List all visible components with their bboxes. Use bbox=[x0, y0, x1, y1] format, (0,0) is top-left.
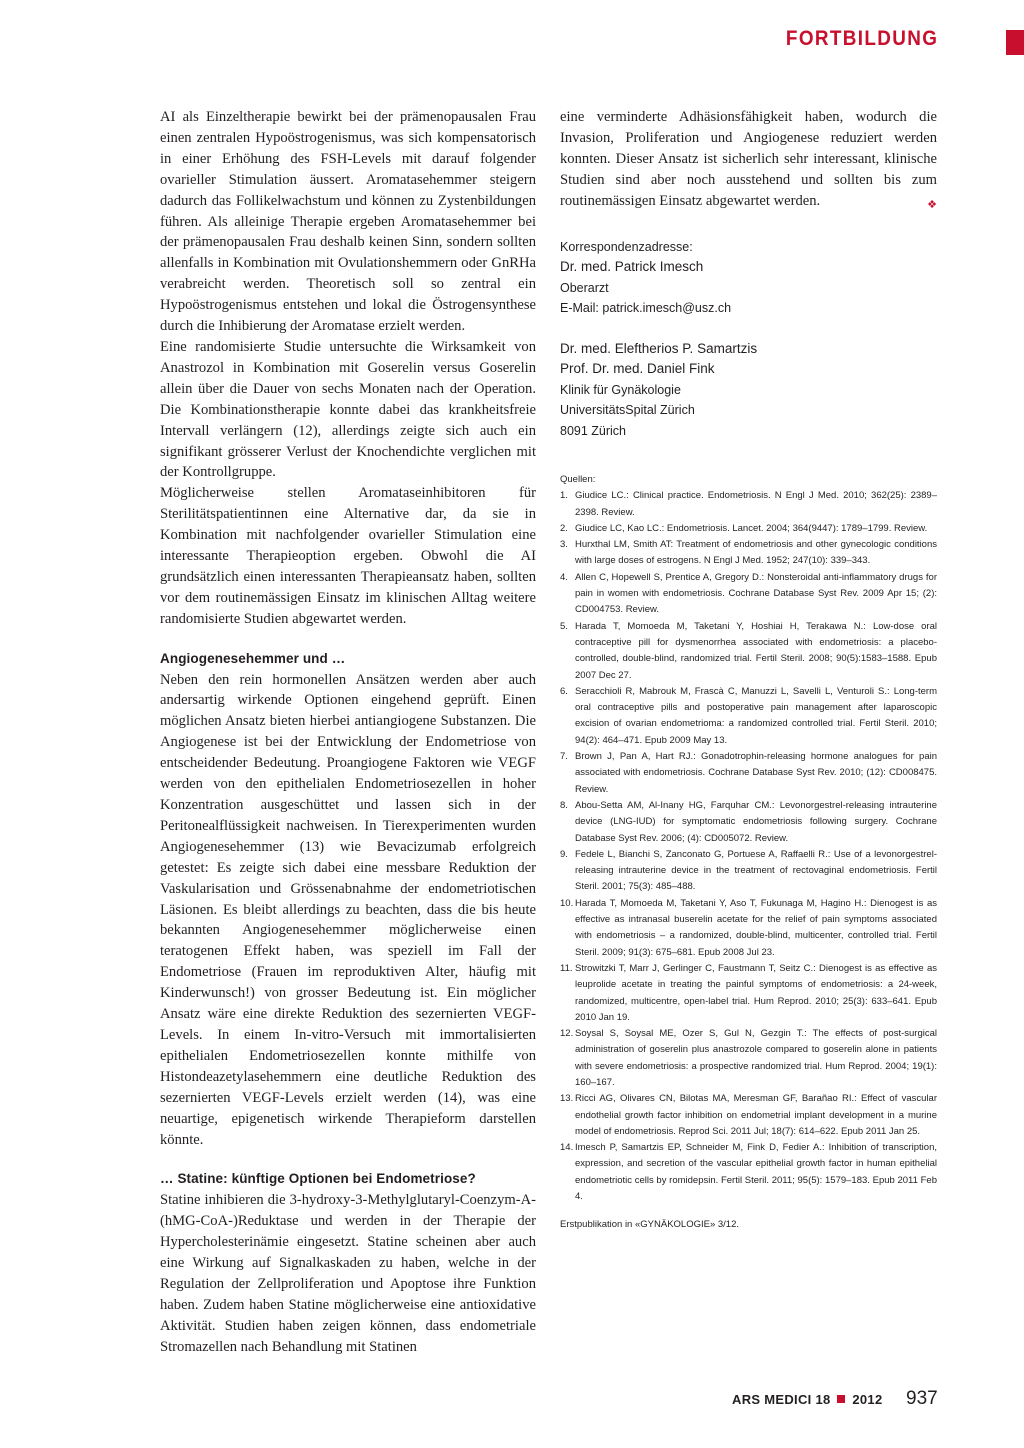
reference-item bbox=[560, 619, 937, 684]
reference-item bbox=[560, 961, 937, 1026]
reference-item bbox=[560, 847, 937, 896]
reference-number: 11. bbox=[560, 962, 573, 974]
reference-text: Seracchioli R, Mabrouk M, Frascà C, Manuzzi L, Savelli L, Venturoli S.: Long-term oral contraceptive pills and postoperative pain management after laparoscopic excision of ovarian endometrioma: a randomized controlled trial. Fertil Steril. 2010; 94(2): 464–471. Epub 2009 May 13. bbox=[575, 685, 937, 746]
reference-item bbox=[560, 537, 937, 570]
section-heading-statins: … Statine: künftige Optionen bei Endometriose? bbox=[160, 1171, 476, 1187]
body-paragraph: AI als Einzeltherapie bewirkt bei der prämenopausalen Frau einen zentralen Hypoöstrogenismus, was sich kompensatorisch in einer Erhöhung des FSH-Levels mit darauf folgender ovarieller Stimulation äussert. Aromatasehemmer steigern dadurch das Follikelwachstum und können zu Zystenbildungen führen. Als alleinige Therapie ergeben Aromatasehemmer bei der prämenopausalen Frau deshalb keinen Sinn, sondern sollten allenfalls in Kombination mit Ovulationshemmern oder GnRHa verabreicht werden. Theoretisch soll so zentral ein Hypoöstrogenismus entstehen und lokal die Östrogensynthese durch die Inhibierung der Aromatase erzielt werden. bbox=[160, 109, 536, 335]
reference-text: Soysal S, Soysal ME, Ozer S, Gul N, Gezgin T.: The effects of post-surgical administration of goserelin plus anastrozole compared to goserelin alone in patients with severe endometriosis: a prospective randomized trial. Hum Reprod. 2004; 19(1): 160–167. bbox=[575, 1028, 937, 1088]
reference-number: 8. bbox=[560, 799, 568, 811]
contact-email[interactable]: E-Mail: patrick.imesch@usz.ch bbox=[560, 301, 732, 316]
reference-number: 1. bbox=[560, 490, 568, 502]
contact-role: Oberarzt bbox=[560, 280, 609, 295]
contact-label: Korrespondenzadresse: bbox=[560, 239, 693, 254]
publication-note: Erstpublikation in «GYNÄKOLOGIE» 3/12. bbox=[560, 1219, 740, 1231]
reference-number: 12. bbox=[560, 1028, 574, 1040]
footer-journal bbox=[732, 1392, 883, 1407]
reference-text: Ricci AG, Olivares CN, Bilotas MA, Meresman GF, Barañao RI.: Effect of vascular endothelial growth factor inhibition on endometrial implant development in a murine model of endometriosis. Reprod Sci. 2011 Jul; 18(7): 614–622. Epub 2011 Jan 25. bbox=[575, 1093, 937, 1137]
section-heading-angiogenesis: Angiogenesehemmer und … bbox=[160, 650, 346, 666]
section-header-title: FORTBILDUNG bbox=[785, 27, 938, 50]
left-column bbox=[160, 107, 536, 1358]
reference-number: 3. bbox=[560, 539, 568, 551]
reference-item bbox=[560, 896, 937, 961]
reference-text: Allen C, Hopewell S, Prentice A, Gregory D.: Nonsteroidal anti-inflammatory drugs for pain in women with endometriosis. Cochrane Database Syst Rev. 2009 Apr 15; (2): CD004753. Review. bbox=[575, 571, 937, 616]
reference-number: 10. bbox=[560, 897, 574, 909]
reference-item bbox=[560, 749, 937, 798]
reference-item bbox=[560, 798, 937, 847]
body-paragraph: Möglicherweise stellen Aromataseinhibitoren für Sterilitätspatientinnen eine Alternative dar, da sie in Kombination mit nachfolgender ovarieller Stimulation eine interessante Therapieoption ergeben. Obwohl die AI grundsätzlich einen interessanten Therapieansatz haben, sollten vor dem routinemässigen Einsatz im klinischen Alltag weitere randomisierte Studien abgewartet werden. bbox=[160, 485, 536, 627]
reference-number: 9. bbox=[560, 848, 568, 860]
reference-number: 2. bbox=[560, 522, 568, 534]
reference-item bbox=[560, 1026, 937, 1091]
reference-number: 13. bbox=[560, 1093, 574, 1105]
reference-item bbox=[560, 1091, 937, 1140]
body-paragraph bbox=[560, 107, 937, 212]
reference-text: Fedele L, Bianchi S, Zanconato G, Portuese A, Raffaelli R.: Use of a levonorgestrel-releasing intrauterine device in the treatment of rectovaginal endometriosis. Fertil Steril. 2001; 75(3): 485–488. bbox=[575, 848, 937, 893]
reference-text: Giudice LC.: Clinical practice. Endometriosis. N Engl J Med. 2010; 362(25): 2389–2398. Review. bbox=[575, 490, 937, 518]
reference-text: Giudice LC, Kao LC.: Endometriosis. Lancet. 2004; 364(9447): 1789–1799. Review. bbox=[575, 522, 928, 534]
contact-hospital: UniversitätsSpital Zürich bbox=[560, 403, 695, 418]
contact-clinic: Klinik für Gynäkologie bbox=[560, 382, 681, 397]
reference-text: Harada T, Momoeda M, Taketani Y, Hoshiai H, Terakawa N.: Low-dose oral contraceptive pill for dysmenorrhea associated with endometriosis: a placebo-controlled, double-blind, randomized trial. Fertil Steril. 2008; 90(5):1583–1588. Epub 2007 Dec 27. bbox=[575, 620, 937, 681]
reference-text: Hurxthal LM, Smith AT: Treatment of endometriosis and other gynecologic conditions with large doses of estrogens. N Engl J Med. 1952; 247(10): 339–343. bbox=[575, 539, 937, 567]
reference-list bbox=[560, 488, 937, 1205]
reference-text: Strowitzki T, Marr J, Gerlinger C, Faustmann T, Seitz C.: Dienogest is as effective as leuprolide acetate in treating the painful symptoms of endometriosis: a 24-week, randomized, multicentre, open-label trial. Hum Reprod. 2010; 25(3): 633–641. Epub 2010 Jan 19. bbox=[575, 962, 937, 1023]
reference-number: 6. bbox=[560, 685, 568, 697]
contact-name: Dr. med. Patrick Imesch bbox=[560, 259, 704, 275]
reference-number: 5. bbox=[560, 620, 568, 632]
reference-number: 7. bbox=[560, 751, 568, 763]
body-paragraph: Neben den rein hormonellen Ansätzen werden aber auch andersartig wirkende Optionen eingehend geprüft. Einen möglichen Ansatz bieten hierbei antiangiogene Substanzen. Die Angiogenese ist bei der Entwicklung der Endometriose von entscheidender Bedeutung. Proangiogene Faktoren wie VEGF werden von den epithelialen Endometriosezellen in hoher Konzentration ausgeschüttet und lassen sich in der Peritonealflüssigkeit nachweisen. In Tierexperimenten wurden Angiogenesehemmer (13) wie Bevacizumab erfolgreich getestet: Es zeigte sich dabei eine messbare Reduktion der Vaskularisation und Grössenabnahme der endometriotischen Läsionen. Es bleibt allerdings zu beachten, dass die bis heute bekannten Angiogenesehemmer möglicherweise einen teratogenen Effekt haben, was speziell im Fall der Endometriose (Frauen im reproduktiven Alter, häufig mit Kinderwunsch!) von grosser Bedeutung ist. Ein möglicher Ansatz wäre eine direkte Reduktion des sezernierten VEGF-Levels. In einem In-vitro-Versuch mit immortalisierten epithelialen Endometriosezellen konnte mithilfe von Histondeazetylasehemmern eine deutliche Reduktion des sezernierten VEGF-Levels erzielt werden (14), was eine neuartige, epigenetisch wirkende Therapieform darstellen könnte. bbox=[160, 671, 536, 1148]
reference-text: Imesch P, Samartzis EP, Schneider M, Fink D, Fedier A.: Inhibition of transcription, expression, and secretion of the vascular epithelial growth factor in human epithelial endometriotic cells by romidepsin. Fertil Steril. 2011; 95(5): 1579–183. Epub 2011 Feb 4. bbox=[575, 1142, 937, 1203]
reference-item bbox=[560, 570, 937, 619]
footer-separator-square bbox=[837, 1395, 845, 1403]
contact-block bbox=[560, 237, 937, 442]
body-paragraph-text: eine verminderte Adhäsionsfähigkeit haben, wodurch die Invasion, Proliferation und Angiogenese reduziert werden konnten. Dieser Ansatz ist sicherlich sehr interessant, klinische Studien sind aber noch ausstehend und sollten bis zum routinemässigen Einsatz abgewartet werden. bbox=[560, 109, 937, 209]
journal-name: ARS MEDICI 18 bbox=[732, 1392, 831, 1407]
contact-city: 8091 Zürich bbox=[560, 423, 627, 438]
page-number: 937 bbox=[906, 1388, 938, 1409]
reference-text: Brown J, Pan A, Hart RJ.: Gonadotrophin-releasing hormone analogues for pain associated with endometriosis. Cochrane Database Syst Rev. 2010; (12): CD008475. Review. bbox=[575, 751, 937, 795]
body-paragraph: Statine inhibieren die 3-hydroxy-3-Methylglutaryl-Coenzym-A-(hMG-CoA-)Reduktase und werden in der Therapie der Hypercholesterinämie eingesetzt. Statine scheinen aber auch eine Wirkung auf Signalkaskaden zu haben, welche in der Regulation der Zellproliferation und Apoptose ihre Funktion haben. Zudem haben Statine möglicherweise eine antioxidative Aktivität. Studien haben zeigen können, dass endometriale Stromazellen nach Behandlung mit Statinen bbox=[160, 1192, 536, 1355]
end-of-article-diamond-icon: ❖ bbox=[927, 197, 937, 211]
references-section bbox=[560, 472, 937, 1234]
reference-item bbox=[560, 684, 937, 749]
reference-item bbox=[560, 1140, 937, 1205]
reference-text: Harada T, Momoeda M, Taketani Y, Aso T, Fukunaga M, Hagino H.: Dienogest is as effective as intranasal buserelin acetate for the relief of pain symptoms associated with endometriosis – a randomized, double-blind, multicenter, controlled trial. Fertil Steril. 2009; 91(3): 675–681. Epub 2008 Jul 23. bbox=[575, 897, 937, 958]
reference-item bbox=[560, 488, 937, 521]
reference-text: Abou-Setta AM, Al-Inany HG, Farquhar CM.: Levonorgestrel-releasing intrauterine device (LNG-IUD) for symptomatic endometriosis following surgery. Cochrane Database Syst Rev. 2006; (4): CD005072. Review. bbox=[575, 799, 937, 844]
journal-year: 2012 bbox=[852, 1392, 883, 1407]
references-heading: Quellen: bbox=[560, 474, 596, 485]
reference-number: 4. bbox=[560, 571, 568, 583]
reference-number: 14. bbox=[560, 1142, 574, 1154]
contact-name: Dr. med. Eleftherios P. Samartzis bbox=[560, 340, 758, 356]
body-paragraph: Eine randomisierte Studie untersuchte die Wirksamkeit von Anastrozol in Kombination mit Goserelin versus Goserelin allein über die Dauer von sechs Monaten nach der Operation. Die Kombinationstherapie konnte dabei das krankheitsfreie Intervall verlängern (12), allerdings zeigte sich auch ein signifikant grösserer Verlust der Knochendichte verglichen mit der Kontrollgruppe. bbox=[160, 338, 536, 481]
reference-item bbox=[560, 521, 937, 537]
right-column bbox=[560, 107, 937, 441]
section-header-marker bbox=[1006, 30, 1024, 55]
contact-name: Prof. Dr. med. Daniel Fink bbox=[560, 361, 715, 377]
